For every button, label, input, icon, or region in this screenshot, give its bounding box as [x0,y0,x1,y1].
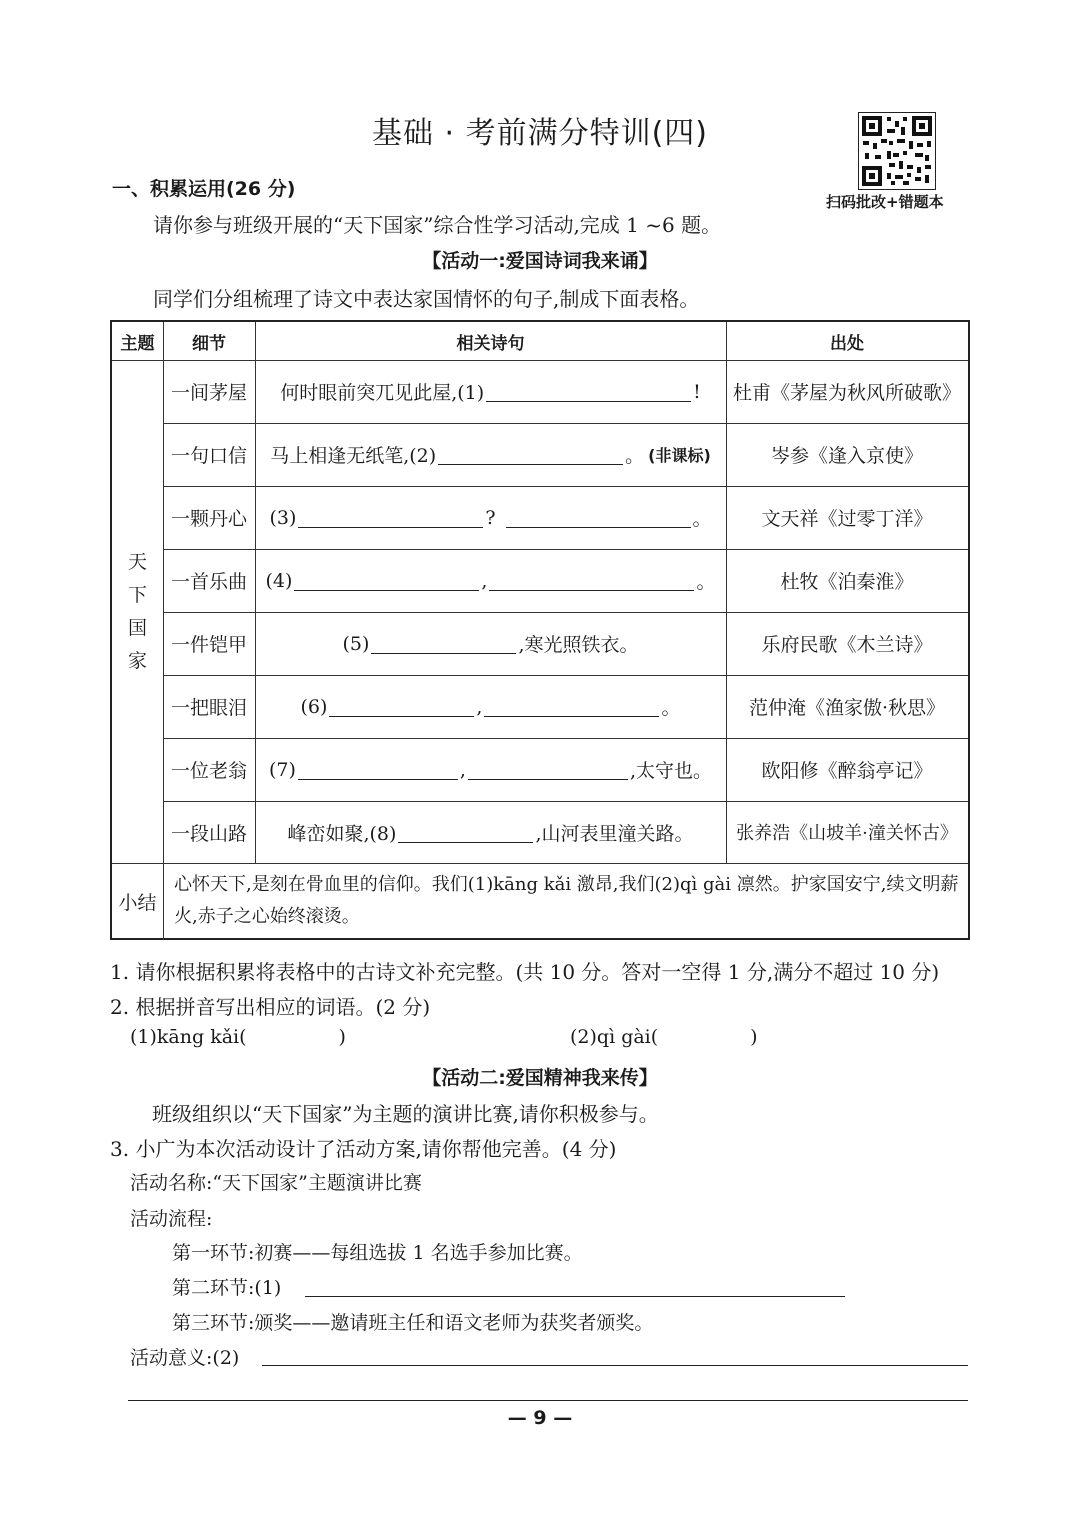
step-one: 第一环节:初赛——每组选拔 1 名选手参加比赛。 [172,1242,583,1264]
blank-6b[interactable] [484,696,659,717]
q2-b-prefix: (2)qì gài( [570,1026,659,1048]
verse-cell [255,738,726,801]
qr-code-icon[interactable] [858,112,936,190]
source-cell: 杜甫《茅屋为秋风所破歌》 [732,382,961,404]
verse-text: ,太守也。 [629,760,712,782]
verse-text: ,寒光照铁衣。 [518,634,639,656]
verse-text: (3) [269,506,297,529]
detail-cell: 一句口信 [170,445,247,467]
q2-answer-a[interactable] [130,1026,346,1048]
detail-cell: 一首乐曲 [170,571,247,593]
meaning-answer-line[interactable] [262,1365,968,1366]
activity-meaning: 活动意义:(2) [130,1347,240,1369]
source-cell: 杜牧《泊秦淮》 [780,571,914,593]
verse-cell [255,360,726,423]
theme-char: 天 [127,550,147,573]
verse-cell [255,423,726,486]
question-2: 2. 根据拼音写出相应的词语。(2 分) [110,995,431,1019]
summary-text: 心怀天下,是刻在骨血里的信仰。我们(1)kāng kǎi 激昂,我们(2)qì gài 凛然。护家国安宁,续文明薪火,赤子之心始终滚烫。 [174,874,959,927]
verse-text: (7) [268,758,296,781]
header-source: 出处 [830,333,864,354]
verse-cell [255,801,726,863]
verse-text: , [481,569,488,592]
verse-text: 。 [625,445,645,467]
step-three: 第三环节:颁奖——邀请班主任和语文老师为获奖者颁奖。 [172,1312,654,1334]
blank-3a[interactable] [298,507,483,528]
qr-caption: 扫码批改+错题本 [826,193,944,211]
page-title: 基础 · 考前满分特训(四) [371,116,709,151]
detail-cell: 一件铠甲 [170,634,247,656]
verse-text: ! [693,380,701,403]
activity-two-intro: 班级组织以“天下国家”为主题的演讲比赛,请你积极参与。 [152,1102,659,1126]
verse-text: (5) [342,632,370,655]
blank-7a[interactable] [298,759,458,780]
source-cell: 文天祥《过零丁洋》 [761,508,933,530]
non-curriculum-tag: (非课标) [648,446,711,465]
q2-answer-b[interactable] [570,1026,758,1048]
blank-4b[interactable] [489,570,694,591]
activity-process: 活动流程: [130,1208,213,1230]
verse-cell [255,486,726,549]
source-cell: 张养浩《山坡羊·潼关怀古》 [736,823,958,844]
verse-cell [255,612,726,675]
source-cell: 欧阳修《醉翁亭记》 [761,760,933,782]
question-3: 3. 小广为本次活动设计了活动方案,请你帮他完善。(4 分) [110,1137,617,1161]
verse-cell [255,675,726,738]
header-verse: 相关诗句 [456,333,525,354]
q2-a-suffix: ) [338,1026,346,1048]
detail-cell: 一段山路 [170,822,247,845]
detail-cell: 一间茅屋 [170,382,247,404]
verse-text: , [459,758,466,781]
poetry-table [110,320,970,940]
verse-text: 。 [661,697,681,719]
blank-7b[interactable] [468,759,628,780]
q2-a-prefix: (1)kāng kǎi( [130,1026,247,1048]
verse-text: 何时眼前突兀见此屋,(1) [280,382,485,404]
footer-divider [128,1400,968,1401]
verse-text: , [476,695,483,718]
theme-char: 国 [127,616,147,639]
source-cell: 范仲淹《渔家傲·秋思》 [748,697,946,719]
summary-label: 小结 [118,892,157,914]
activity-one-title: 【活动一:爱国诗词我来诵】 [422,250,658,272]
activity-one-intro: 同学们分组梳理了诗文中表达家国情怀的句子,制成下面表格。 [153,287,700,311]
page-number: — 9 — [507,1407,573,1429]
blank-4a[interactable] [294,570,479,591]
verse-text: ,山河表里潼关路。 [535,822,694,845]
verse-text: 。 [696,571,716,593]
activity-name: 活动名称:“天下国家”主题演讲比赛 [130,1172,422,1194]
step-two: 第二环节:(1) [172,1277,282,1299]
verse-cell [255,549,726,612]
activity-two-title: 【活动二:爱国精神我来传】 [422,1067,658,1089]
verse-text: ? [485,506,496,529]
section-heading: 一、积累运用(26 分) [112,178,296,200]
verse-text: (6) [300,695,328,718]
detail-cell: 一把眼泪 [170,697,247,719]
theme-char: 家 [127,649,147,672]
section-intro: 请你参与班级开展的“天下国家”综合性学习活动,完成 1 ~6 题。 [153,213,722,237]
q2-b-suffix: ) [750,1026,758,1048]
header-theme: 主题 [120,333,155,354]
step-two-answer-line[interactable] [305,1296,845,1297]
blank-8[interactable] [398,822,533,843]
verse-text: 。 [692,508,712,530]
verse-text: (4) [265,569,293,592]
verse-text: 马上相逢无纸笔,(2) [270,445,437,467]
header-detail: 细节 [192,333,226,354]
blank-1[interactable] [486,381,691,402]
source-cell: 岑参《逢入京使》 [770,445,923,467]
source-cell: 乐府民歌《木兰诗》 [761,634,933,656]
question-1: 1. 请你根据积累将表格中的古诗文补充完整。(共 10 分。答对一空得 1 分,满分不超过 10 分) [110,960,940,984]
blank-3b[interactable] [506,507,691,528]
blank-5[interactable] [371,633,516,654]
blank-6a[interactable] [329,696,474,717]
blank-2[interactable] [438,444,623,465]
verse-text: 峰峦如聚,(8) [287,822,397,845]
theme-cell [112,360,163,863]
theme-char: 下 [127,583,147,606]
detail-cell: 一颗丹心 [170,508,247,530]
detail-cell: 一位老翁 [170,760,247,782]
